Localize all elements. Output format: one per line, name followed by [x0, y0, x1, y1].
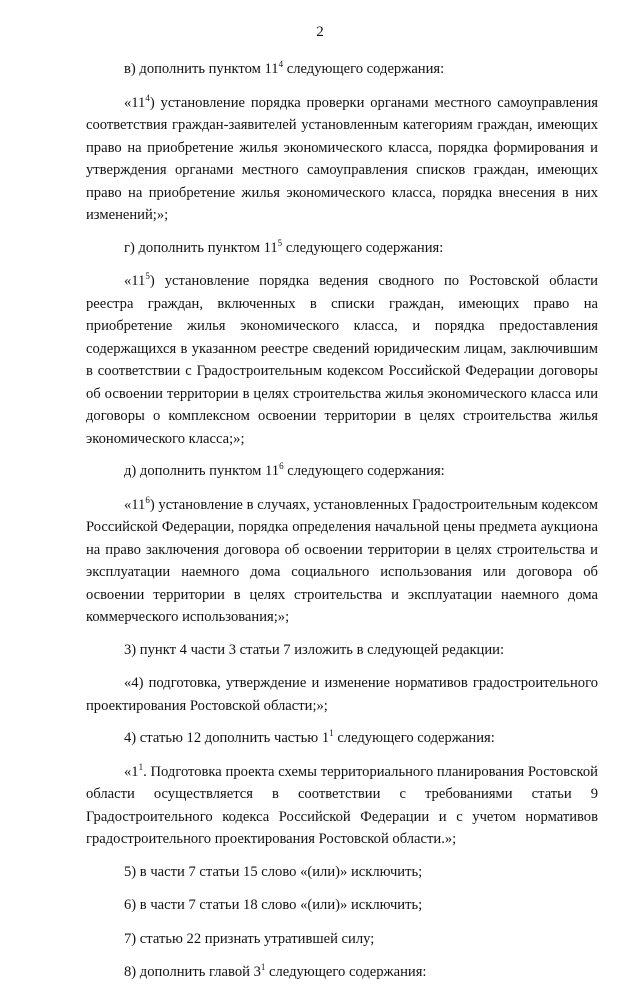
paragraph-item-4: [86, 727, 598, 750]
superscript: 1: [329, 728, 334, 739]
paragraph-text-continued: следующего содержания:: [265, 964, 427, 980]
paragraph-point-4-text: [86, 672, 598, 717]
paragraph-text-continued: ) установление в случаях, установленных Градостроительным кодексом Российской Федерации, порядка определения начальной цены предмета аукциона на право заключения договора об освоении территории в целях строительства и эксплуатации наемного дома социального использования или договора об освоении территории в целях строительства и эксплуатации наемного дома коммерческого использования;»;: [86, 496, 598, 625]
paragraph-text: 4) статью 12 дополнить частью 1: [124, 730, 330, 746]
document-body: [86, 58, 598, 995]
superscript: 1: [138, 761, 144, 772]
paragraph-text-continued: следующего содержания:: [283, 61, 445, 77]
paragraph-text: в) дополнить пунктом 11: [124, 61, 279, 77]
paragraph-g-add-point-11-5: [86, 237, 598, 260]
paragraph-text: 6) в части 7 статьи 18 слово «(или)» исключить;: [124, 897, 423, 913]
superscript: 1: [260, 962, 266, 973]
superscript: 5: [145, 271, 150, 282]
paragraph-text: «4) подготовка, утверждение и изменение нормативов градостроительного проектирования Ростовской области;»;: [86, 675, 598, 714]
paragraph-text: «11: [124, 496, 146, 513]
paragraph-text: д) дополнить пунктом 11: [124, 463, 280, 479]
paragraph-d-add-point-11-6: [86, 460, 598, 483]
paragraph-item-7: [86, 928, 598, 951]
paragraph-text: 5) в части 7 статьи 15 слово «(или)» исключить;: [124, 863, 423, 880]
paragraph-text-continued: следующего содержания:: [282, 239, 444, 256]
superscript: 4: [278, 59, 284, 70]
paragraph-text-continued: следующего содержания:: [283, 463, 445, 479]
paragraph-item-8: [86, 961, 598, 984]
superscript: 4: [145, 92, 150, 103]
paragraph-text: г) дополнить пунктом 11: [124, 239, 278, 256]
paragraph-point-11-6-text: [86, 494, 598, 629]
paragraph-part-1-1-text: [86, 761, 598, 851]
paragraph-text-continued: ) установление порядка проверки органами местного самоуправления соответствия граждан-заявителей установленным категориям граждан, имеющих право на приобретение жилья экономического класса, порядка формирования и утверждения органами местного самоуправления списков граждан, имеющих право на приобретение жилья экономического класса, порядка внесения в них изменений;»;: [86, 94, 598, 223]
paragraph-text: 7) статью 22 признать утратившей силу;: [124, 930, 375, 947]
superscript: 6: [145, 494, 150, 505]
page-number: 2: [316, 24, 324, 40]
paragraph-text-continued: следующего содержания:: [333, 730, 495, 746]
paragraph-text: «11: [124, 273, 146, 289]
superscript: 6: [279, 461, 284, 472]
paragraph-text: 8) дополнить главой 3: [124, 964, 261, 980]
paragraph-item-3: [86, 639, 598, 662]
paragraph-point-11-4-text: [86, 92, 598, 227]
paragraph-text: 3) пункт 4 части 3 статьи 7 изложить в следующей редакции:: [124, 641, 505, 658]
paragraph-v-add-point-11-4: [86, 58, 598, 81]
superscript: 5: [277, 237, 283, 248]
paragraph-text: «11: [124, 94, 146, 111]
paragraph-point-11-5-text: [86, 270, 598, 450]
paragraph-item-5: [86, 861, 598, 884]
paragraph-item-6: [86, 894, 598, 917]
paragraph-text-continued: . Подготовка проекта схемы территориального планирования Ростовской области осуществляется в соответствии с требованиями статьи 9 Градостроительного кодекса Российской Федерации и с учетом нормативов градостроительного проектирования Ростовской области.»;: [86, 763, 598, 847]
paragraph-text-continued: ) установление порядка ведения сводного по Ростовской области реестра граждан, включенных в списки граждан, имеющих право на приобретение жилья экономического класса, и порядка предоставления содержащихся в указанном реестре сведений юридическим лицам, заключившим в соответствии с Градостроительным кодексом Российской Федерации договоры об освоении территории в целях строительства жилья экономического класса или договоры о комплексном освоении территории в целях строительства жилья экономического класса;»;: [86, 273, 598, 447]
paragraph-text: «1: [124, 763, 139, 780]
